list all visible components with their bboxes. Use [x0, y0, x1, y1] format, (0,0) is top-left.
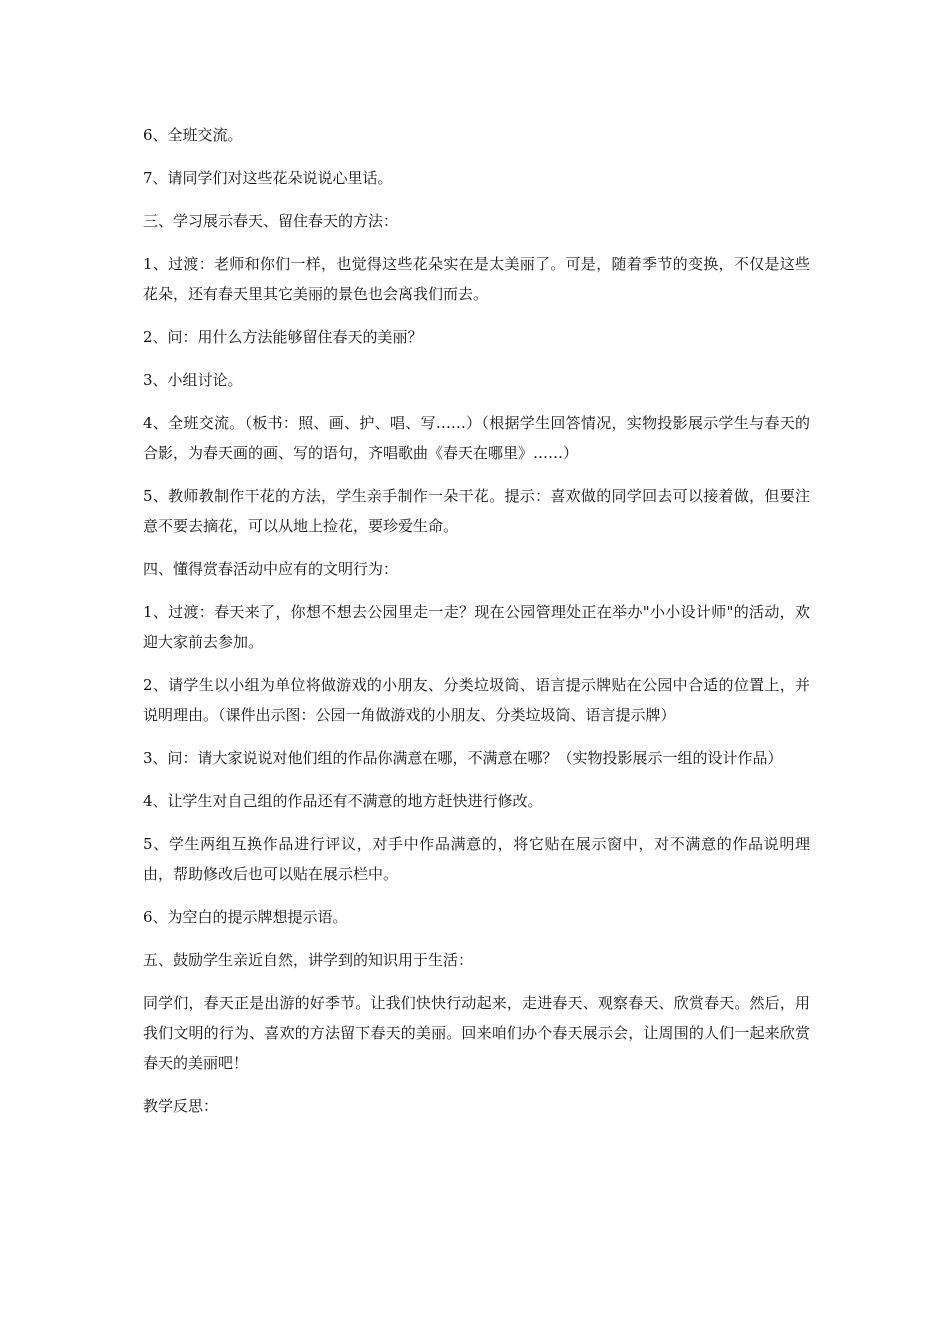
paragraph: 4、让学生对自己组的作品还有不满意的地方赶快进行修改。 — [143, 792, 543, 810]
section-heading: 教学反思： — [143, 1097, 219, 1115]
document-body — [143, 120, 810, 1134]
paragraph: 5、学生两组互换作品进行评议，对手中作品满意的，将它贴在展示窗中，对不满意的作品说明理由，帮助修改后也可以贴在展示栏中。 — [143, 835, 810, 883]
paragraph: 1、过渡：老师和你们一样，也觉得这些花朵实在是太美丽了。可是，随着季节的变换，不仅是这些花朵，还有春天里其它美丽的景色也会离我们而去。 — [143, 255, 810, 303]
paragraph: 3、小组讨论。 — [143, 371, 243, 389]
section-heading: 五、鼓励学生亲近自然，讲学到的知识用于生活： — [143, 951, 474, 969]
paragraph: 2、问：用什么方法能够留住春天的美丽？ — [143, 328, 423, 346]
paragraph: 2、请学生以小组为单位将做游戏的小朋友、分类垃圾筒、语言提示牌贴在公园中合适的位置上，并说明理由。（课件出示图：公园一角做游戏的小朋友、分类垃圾筒、语言提示牌） — [143, 676, 810, 724]
paragraph: 7、请同学们对这些花朵说说心里话。 — [143, 169, 393, 187]
paragraph: 1、过渡：春天来了，你想不想去公园里走一走？现在公园管理处正在举办"小小设计师"的活动，欢迎大家前去参加。 — [143, 603, 810, 651]
section-heading: 四、懂得赏春活动中应有的文明行为： — [143, 560, 399, 578]
paragraph: 5、教师教制作干花的方法，学生亲手制作一朵干花。提示：喜欢做的同学回去可以接着做，但要注意不要去摘花，可以从地上捡花，要珍爱生命。 — [143, 487, 810, 535]
paragraph: 3、问：请大家说说对他们组的作品你满意在哪，不满意在哪？（实物投影展示一组的设计作品） — [143, 749, 783, 767]
paragraph: 同学们，春天正是出游的好季节。让我们快快行动起来，走进春天、观察春天、欣赏春天。然后，用我们文明的行为、喜欢的方法留下春天的美丽。回来咱们办个春天展示会，让周围的人们一起来欣赏春天的美丽吧！ — [143, 994, 810, 1072]
paragraph: 4、全班交流。（板书：照、画、护、唱、写……）（根据学生回答情况，实物投影展示学生与春天的合影，为春天画的画、写的语句，齐唱歌曲《春天在哪里》……） — [143, 414, 810, 462]
paragraph: 6、为空白的提示牌想提示语。 — [143, 908, 348, 926]
section-heading: 三、学习展示春天、留住春天的方法： — [143, 212, 399, 230]
paragraph: 6、全班交流。 — [143, 126, 243, 144]
